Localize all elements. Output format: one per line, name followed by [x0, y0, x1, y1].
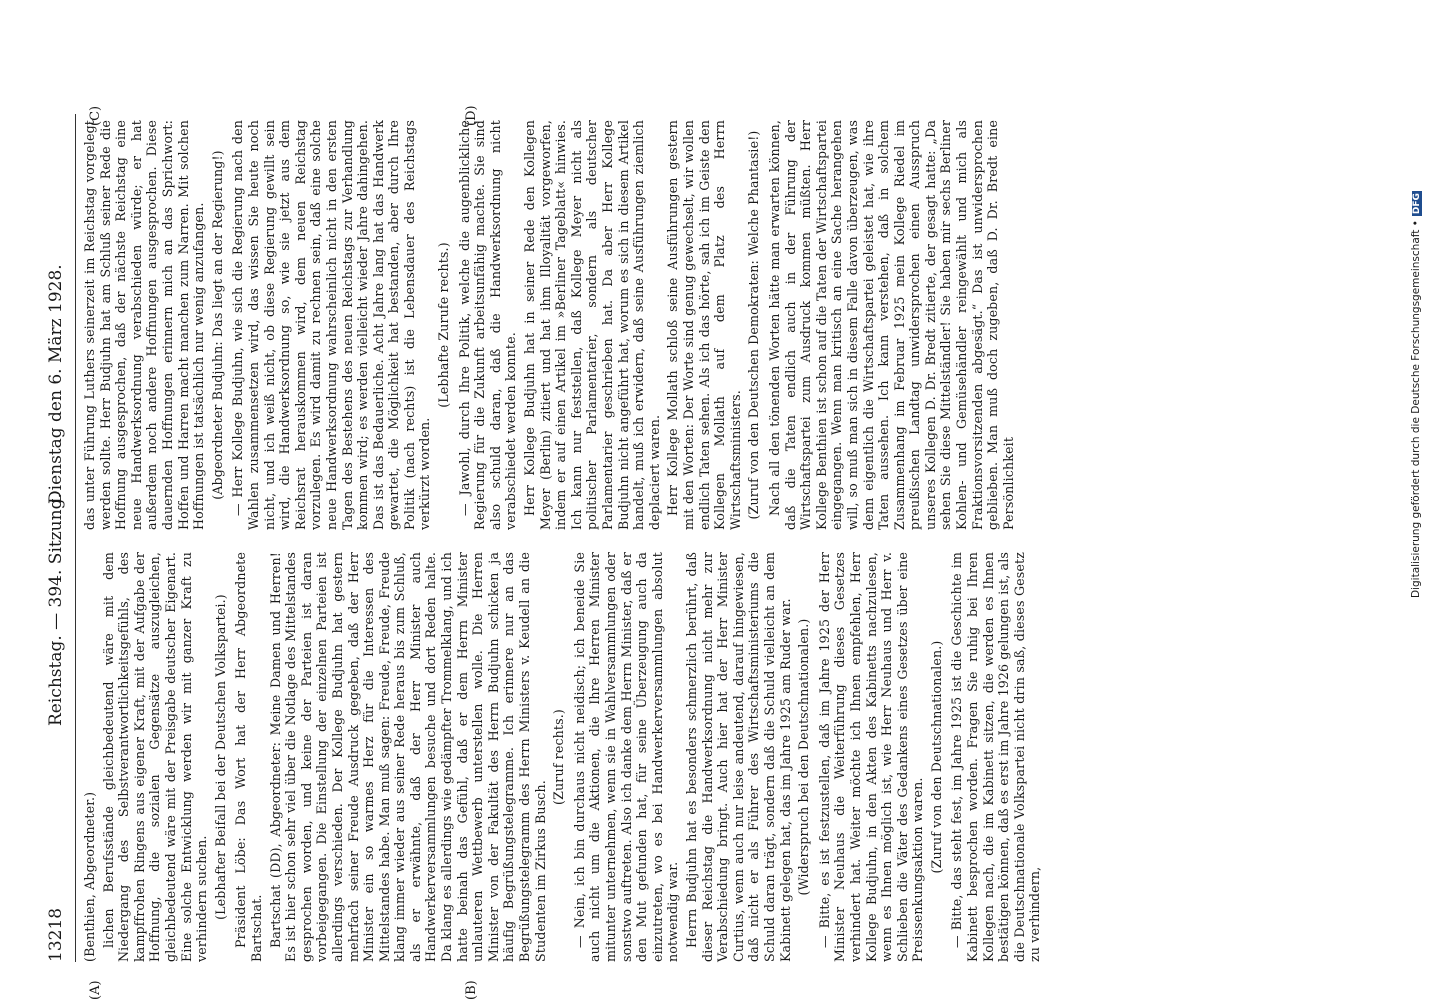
right-column	[82, 120, 1016, 530]
interjection: (Zuruf rechts.)	[551, 709, 567, 805]
interjection: (Lebhafte Zurufe rechts.)	[436, 242, 452, 408]
applause-note: (Lebhafter Beifall bei der Deutschen Volkspartei.)	[212, 594, 228, 920]
paragraph: lichen Berufsstände gleichbedeutend wäre mit dem Niedergang des Selbstverantwortlichkeitsgefühls, des kampffrohen Ringens aus eigener Kraft, mit der Aufgabe der Hoffnung, die sozialen Gegensätze auszugleichen, gleichbedeutend wäre mit der Preisgabe deutscher Eigenart. Eine solche Entwicklung werden wir mit ganzer Kraft zu verhindern suchen.	[100, 552, 210, 962]
paragraph: Nach all den tönenden Worten hätte man erwarten können, daß die Taten endlich auch in der Führung der Wirtschaftspartei zum Ausdruck kommen müßten. Herr Kollege Benthien ist schon auf die Taten der Wirtschaftspartei eingegangen. Wenn man kritisch an eine Sache herangehen will, so muß man sich in diesem Falle davon überzeugen, was denn eigentlich die Wirtschaftspartei geleistet hat, wie ihre Taten aussehen. Ich kann verstehen, daß in solchem Zusammenhang im Februar 1925 mein Kollege Riedel im preußischen Landtag unwidersprochen einen Ausspruch unseres Kollegen D. Dr. Bredt zitierte, der gesagt hatte: „Da sehen Sie diese Mittelständler! Sie haben mir sechs Berliner Kohlen- und Gemüsehändler reingewählt und mich als Fraktionsvorsitzenden abgesägt.“ Das ist unwidersprochen geblieben. Man muß doch zugeben, daß D. Dr. Bredt eine Persönlichkeit	[766, 120, 1016, 530]
page-number: 13218	[46, 907, 66, 962]
paragraph: — Nein, ich bin durchaus nicht neidisch; ich beneide Sie auch nicht um die Aktionen, die Ihre Herren Minister mitunter unternehmen, wenn sie in Wahlversammlungen oder sonstwo auftreten. Also ich danke dem Herrn Minister, daß er den Mut gefunden hat, für seine Überzeugung auch da einzutreten, wo es bei Handwerkerversammlungen absolut notwendig war.	[571, 552, 681, 962]
left-column	[82, 552, 1043, 962]
credit-text: Digitalisierung gefördert durch die Deutsche Forschungsgemeinschaft •	[1410, 220, 1422, 598]
rotated-page-content	[42, 105, 1043, 1000]
paragraph: — Bitte, es ist festzustellen, daß im Jahre 1925 der Herr Minister Neuhaus die Weiterführung dieses Gesetzes verhindert hat. Weiter möchte ich Ihnen empfehlen, Herr Kollege Budjuhn, in den Akten des Kabinetts nachzulesen, wenn es Ihnen möglich ist, wie Herr Neuhaus und Herr v. Schlieben die Väter des Gedankens eines Gesetzes über eine Preissenkungsaktion waren.	[816, 552, 926, 962]
paragraph: Bartschat (DD), Abgeordneter: Meine Damen und Herren! Es ist hier schon sehr viel über die Notlage des Mittelstandes gesprochen worden, und keine der Parteien ist daran vorbeigegangen. Die Einstellung der einzelnen Parteien ist allerdings verschieden. Der Kollege Budjuhn hat gestern mehrfach seiner Freude Ausdruck gegeben, daß der Herr Minister ein so warmes Herz für die Interessen des Mittelstandes habe. Man muß sagen: Freude, Freude, Freude klang immer wieder aus seiner Rede heraus bis zum Schluß, als er erwähnte, daß der Herr Minister auch Handwerkerversammlungen besuche und dort Reden halte. Da klang es allerdings wie gedämpfter Trommelklang, und ich hatte beinah das Gefühl, daß er dem Herrn Minister unlauteren Wettbewerb unterstellen wolle. Die Herren Minister von der Fakultät des Herrn Budjuhn schicken ja häufig Begrüßungstelegramme. Ich erinnere nur an das Begrüßungstelegramm des Herrn Ministers v. Keudell an die Studenten im Zirkus Busch.	[267, 552, 548, 962]
paragraph: Herr Kollege Mollath schloß seine Ausführungen gestern mit den Worten: Der Worte sind genug gewechselt, wir wollen endlich Taten sehen. Als ich das hörte, sah ich im Geiste den Kollegen Mollath auf dem Platz des Herrn Wirtschaftsministers.	[665, 120, 743, 530]
paragraph: Herrn Budjuhn hat es besonders schmerzlich berührt, daß dieser Reichstag die Handwerksordnung nicht mehr zur Verabschiedung bringt. Auch hier hat der Herr Minister Curtius, wenn auch nur leise andeutend, darauf hingewiesen, daß nicht er als Führer des Wirtschaftsministeriums die Schuld daran trägt, sondern daß die Schuld vielleicht an dem Kabinett gelegen hat, das im Jahre 1925 am Ruder war.	[683, 552, 793, 962]
speaker-line: (Benthien, Abgeordneter.)	[82, 791, 97, 962]
session-date: Dienstag den 6. März 1928.	[46, 264, 66, 504]
interjection: (Abgeordneter Budjuhn: Das liegt an der Regierung!)	[209, 150, 225, 500]
margin-mark-c: (C)	[88, 105, 103, 126]
interjection: (Zuruf von den Deutschnationalen.)	[928, 640, 944, 874]
session-title: Reichstag. — 394. Sitzung.	[46, 493, 66, 726]
paragraph: — Herr Kollege Budjuhn, wie sich die Regierung nach den Wahlen zusammensetzen wird, das wissen Sie heute noch nicht, und ich weiß nicht, ob diese Regierung gewillt sein wird, die Handwerksordnung so, wie sie jetzt aus dem Reichsrat herauskommen wird, dem neuen Reichstag vorzulegen. Es wird damit zu rechnen sein, daß eine solche neue Handwerksordnung wahrscheinlich nicht in den ersten Tagen des Bestehens des neuen Reichstags zur Verhandlung kommen wird; es werden vielleicht wieder Jahre dahingehen. Das ist das Bedauerliche. Acht Jahre lang hat das Handwerk gewartet, die Möglichkeit hat bestanden, aber durch Ihre Politik (nach rechts) ist die Lebensdauer des Reichstags verkürzt worden.	[230, 120, 433, 530]
margin-mark-a: (A)	[88, 980, 103, 1000]
paragraph: Herr Kollege Budjuhn hat in seiner Rede den Kollegen Meyer (Berlin) zitiert und hat ihm Illoyalität vorgeworfen, indem er auf einen Artikel im »Berliner Tageblatt« hinwies. Ich kann nur feststellen, daß Kollege Meyer nicht als politischer Parlamentarier, sondern als deutscher Parlamentarier geschrieben hat. Da aber Herr Kollege Budjuhn nicht angeführt hat, worum es sich in diesem Artikel handelt, muß ich erwidern, daß seine Ausführungen ziemlich deplaciert waren.	[522, 120, 662, 530]
margin-mark-b: (B)	[464, 980, 479, 1000]
header-rule	[75, 114, 76, 962]
dfg-logo: DFG	[1412, 193, 1422, 215]
margin-mark-d: (D)	[464, 105, 479, 126]
page-header	[42, 114, 74, 962]
paragraph: das unter Führung Luthers seinerzeit im Reichstag vorgelegt werden sollte. Herr Budjuhn hat am Schluß seiner Rede die Hoffnung ausgesprochen, daß der nächste Reichstag eine neue Handwerksordnung verabschieden würde; er hat außerdem noch andere Hoffnungen ausgesprochen. Diese dauernden Hoffnungen erinnern mich an das Sprichwort: Hoffen und Harren macht manchen zum Narren. Mit solchen Hoffnungen ist tatsächlich nur wenig anzufangen.	[82, 120, 207, 530]
interjection: (Widerspruch bei den Deutschnationalen.)	[796, 618, 812, 896]
paragraph: — Bitte, das steht fest, im Jahre 1925 ist die Geschichte im Kabinett besprochen worden. Fragen Sie ruhig bei Ihren Kollegen nach, die im Kabinett sitzen, die werden es Ihnen bestätigen können, daß es erst im Jahre 1926 gelungen ist, als die Deutschnationale Volkspartei nicht drin saß, dieses Gesetz zu verhindern,	[949, 552, 1043, 962]
interjection: (Zuruf von den Deutschen Demokraten: Welche Phantasie!)	[746, 130, 762, 520]
paragraph: — Jawohl, durch Ihre Politik, welche die augenblickliche Regierung für die Zukunft arbeitsunfähig machte. Sie sind also schuld daran, daß die Handwerksordnung nicht verabschiedet werden konnte.	[456, 120, 519, 530]
president-line: Präsident Löbe: Das Wort hat der Herr Abgeordnete Bartschat.	[233, 552, 264, 962]
digitization-credit	[1410, 0, 1430, 598]
